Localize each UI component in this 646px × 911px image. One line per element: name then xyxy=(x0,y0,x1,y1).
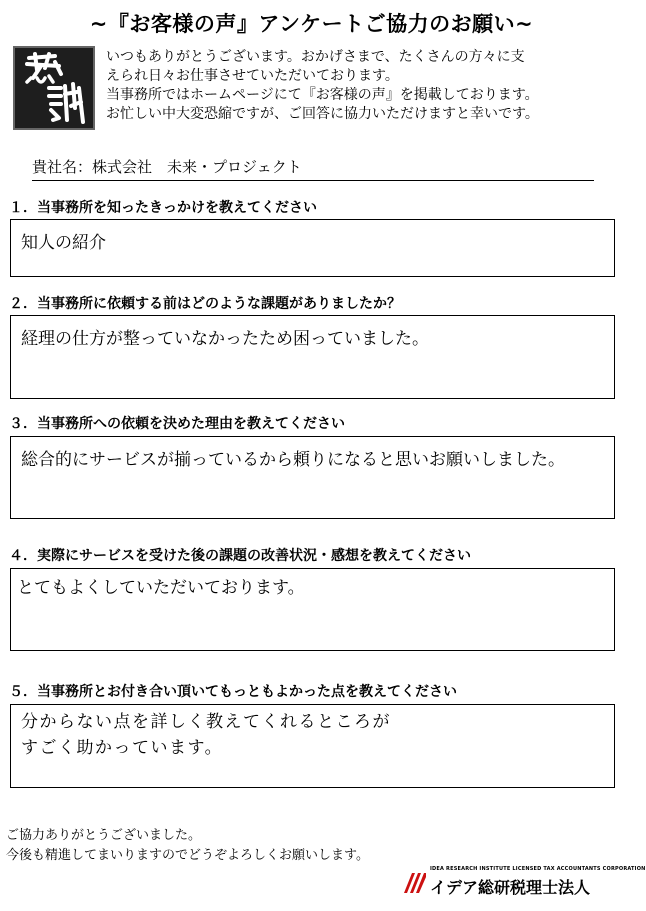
answer-text: 経理の仕方が整っていなかったため困っていました。 xyxy=(21,329,429,349)
intro-message xyxy=(106,48,616,124)
question-label: ５．当事務所とお付き合い頂いてもっともよかった点を教えてください xyxy=(9,684,457,700)
question-label: １．当事務所を知ったきっかけを教えてください xyxy=(9,200,317,216)
closing-line: 今後も精進してまいりますのでどうぞよろしくお願いします。 xyxy=(6,848,369,863)
page-title: ~『お客様の声』アンケートご協力のお願い~ xyxy=(89,12,534,36)
intro-line: いつもありがとうございます。おかげさまで、たくさんの方々に支 xyxy=(106,49,525,65)
answer-box xyxy=(10,315,615,399)
answer-text: 総合的にサービスが揃っているから頼りになると思いお願いしました。 xyxy=(21,450,565,470)
idea-logo-icon xyxy=(402,871,426,895)
intro-line: 当事務所ではホームページにて『お客様の声』を掲載しております。 xyxy=(106,87,539,103)
kansha-seal-image xyxy=(13,46,95,130)
answer-box xyxy=(10,436,615,519)
question-label: ２．当事務所に依頼する前はどのような課題がありましたか？ xyxy=(9,296,401,312)
answer-text: 分からない点を詳しく教えてくれるところが xyxy=(21,712,391,732)
answer-text: 知人の紹介 xyxy=(21,233,106,253)
answer-box xyxy=(10,704,615,788)
logo-subtitle: IDEA RESEARCH INSTITUTE LICENSED TAX ACCOUNTANTS CORPORATION xyxy=(430,866,646,872)
answer-text: すごく助かっています。 xyxy=(21,738,224,758)
intro-line: えられ日々お仕事させていただいております。 xyxy=(106,68,399,84)
question-label: ４．実際にサービスを受けた後の課題の改善状況・感想を教えてください xyxy=(9,548,471,564)
answer-box xyxy=(10,568,615,651)
company-name-field: 貴社名：株式会社 未来・プロジェクト xyxy=(32,157,594,181)
closing-line: ご協力ありがとうございました。 xyxy=(6,828,202,843)
intro-line: お忙しい中大変恐縮ですが、ご回答に協力いただけますと幸いです。 xyxy=(106,106,539,122)
closing-message xyxy=(6,826,369,866)
answer-text: とてもよくしていただいております。 xyxy=(17,578,305,598)
logo-name: イデア総研税理士法人 xyxy=(430,878,591,897)
company-logo xyxy=(402,866,646,897)
question-label: ３．当事務所への依頼を決めた理由を教えてください xyxy=(9,416,345,432)
answer-box xyxy=(10,219,615,277)
